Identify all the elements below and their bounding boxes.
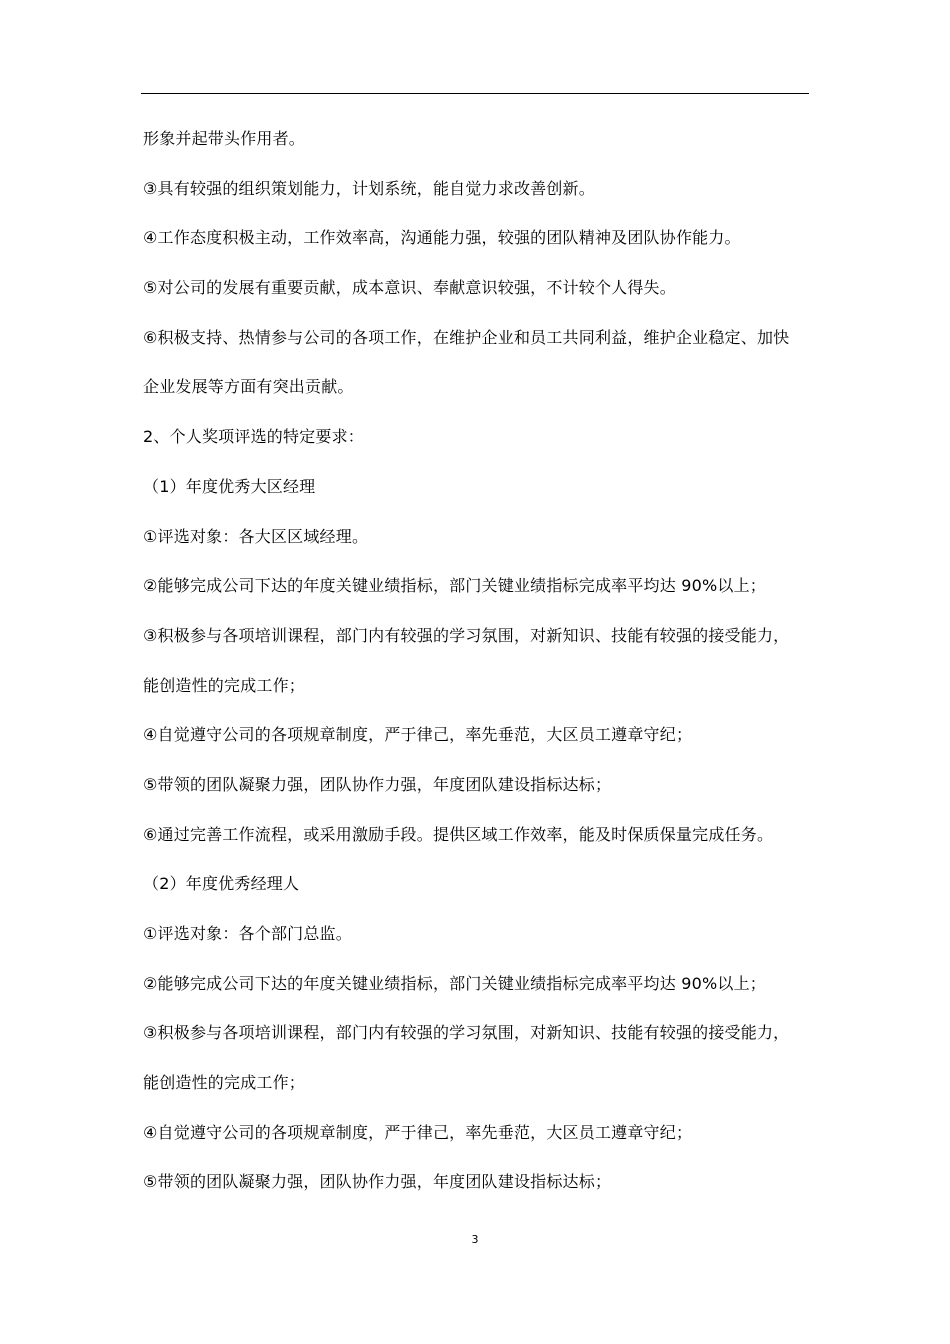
page-number: 3 bbox=[471, 1233, 479, 1246]
text-line: ②能够完成公司下达的年度关键业绩指标，部门关键业绩指标完成率平均达 90%以上； bbox=[143, 576, 766, 596]
text-line: ⑤带领的团队凝聚力强，团队协作力强，年度团队建设指标达标； bbox=[143, 774, 612, 794]
text-line: 形象并起带头作用者。 bbox=[143, 129, 306, 148]
text-line: ④自觉遵守公司的各项规章制度，严于律己，率先垂范，大区员工遵章守纪； bbox=[143, 725, 693, 745]
text-line: ③积极参与各项培训课程，部门内有较强的学习氛围，对新知识、技能有较强的接受能力， bbox=[143, 1023, 790, 1043]
section-heading: 2、个人奖项评选的特定要求： bbox=[143, 427, 364, 447]
text-line: ④自觉遵守公司的各项规章制度，严于律己，率先垂范，大区员工遵章守纪； bbox=[143, 1122, 693, 1142]
header-rule bbox=[141, 93, 809, 94]
text-line: ①评选对象：各大区区域经理。 bbox=[143, 526, 369, 546]
text-line: ③积极参与各项培训课程，部门内有较强的学习氛围，对新知识、技能有较强的接受能力， bbox=[143, 625, 790, 645]
text-line: ⑥通过完善工作流程，或采用激励手段。提供区域工作效率，能及时保质保量完成任务。 bbox=[143, 824, 774, 844]
text-line: 能创造性的完成工作； bbox=[143, 1073, 306, 1093]
text-line: ①评选对象：各个部门总监。 bbox=[143, 924, 352, 943]
text-line: 企业发展等方面有突出贡献。 bbox=[143, 377, 354, 397]
text-line: ②能够完成公司下达的年度关键业绩指标，部门关键业绩指标完成率平均达 90%以上； bbox=[143, 973, 766, 993]
text-line: ④工作态度积极主动，工作效率高，沟通能力强，较强的团队精神及团队协作能力。 bbox=[143, 228, 741, 248]
body-text bbox=[143, 114, 815, 1207]
text-line: ⑥积极支持、热情参与公司的各项工作，在维护企业和员工共同利益，维护企业稳定、加快 bbox=[143, 327, 790, 347]
text-line: ⑤对公司的发展有重要贡献，成本意识、奉献意识较强，不计较个人得失。 bbox=[143, 278, 676, 298]
subsection-heading: （1）年度优秀大区经理 bbox=[143, 476, 316, 496]
text-line: ③具有较强的组织策划能力，计划系统，能自觉力求改善创新。 bbox=[143, 178, 595, 198]
subsection-heading: （2）年度优秀经理人 bbox=[143, 874, 300, 894]
text-line: ⑤带领的团队凝聚力强，团队协作力强，年度团队建设指标达标； bbox=[143, 1172, 612, 1192]
text-line: 能创造性的完成工作； bbox=[143, 675, 306, 695]
